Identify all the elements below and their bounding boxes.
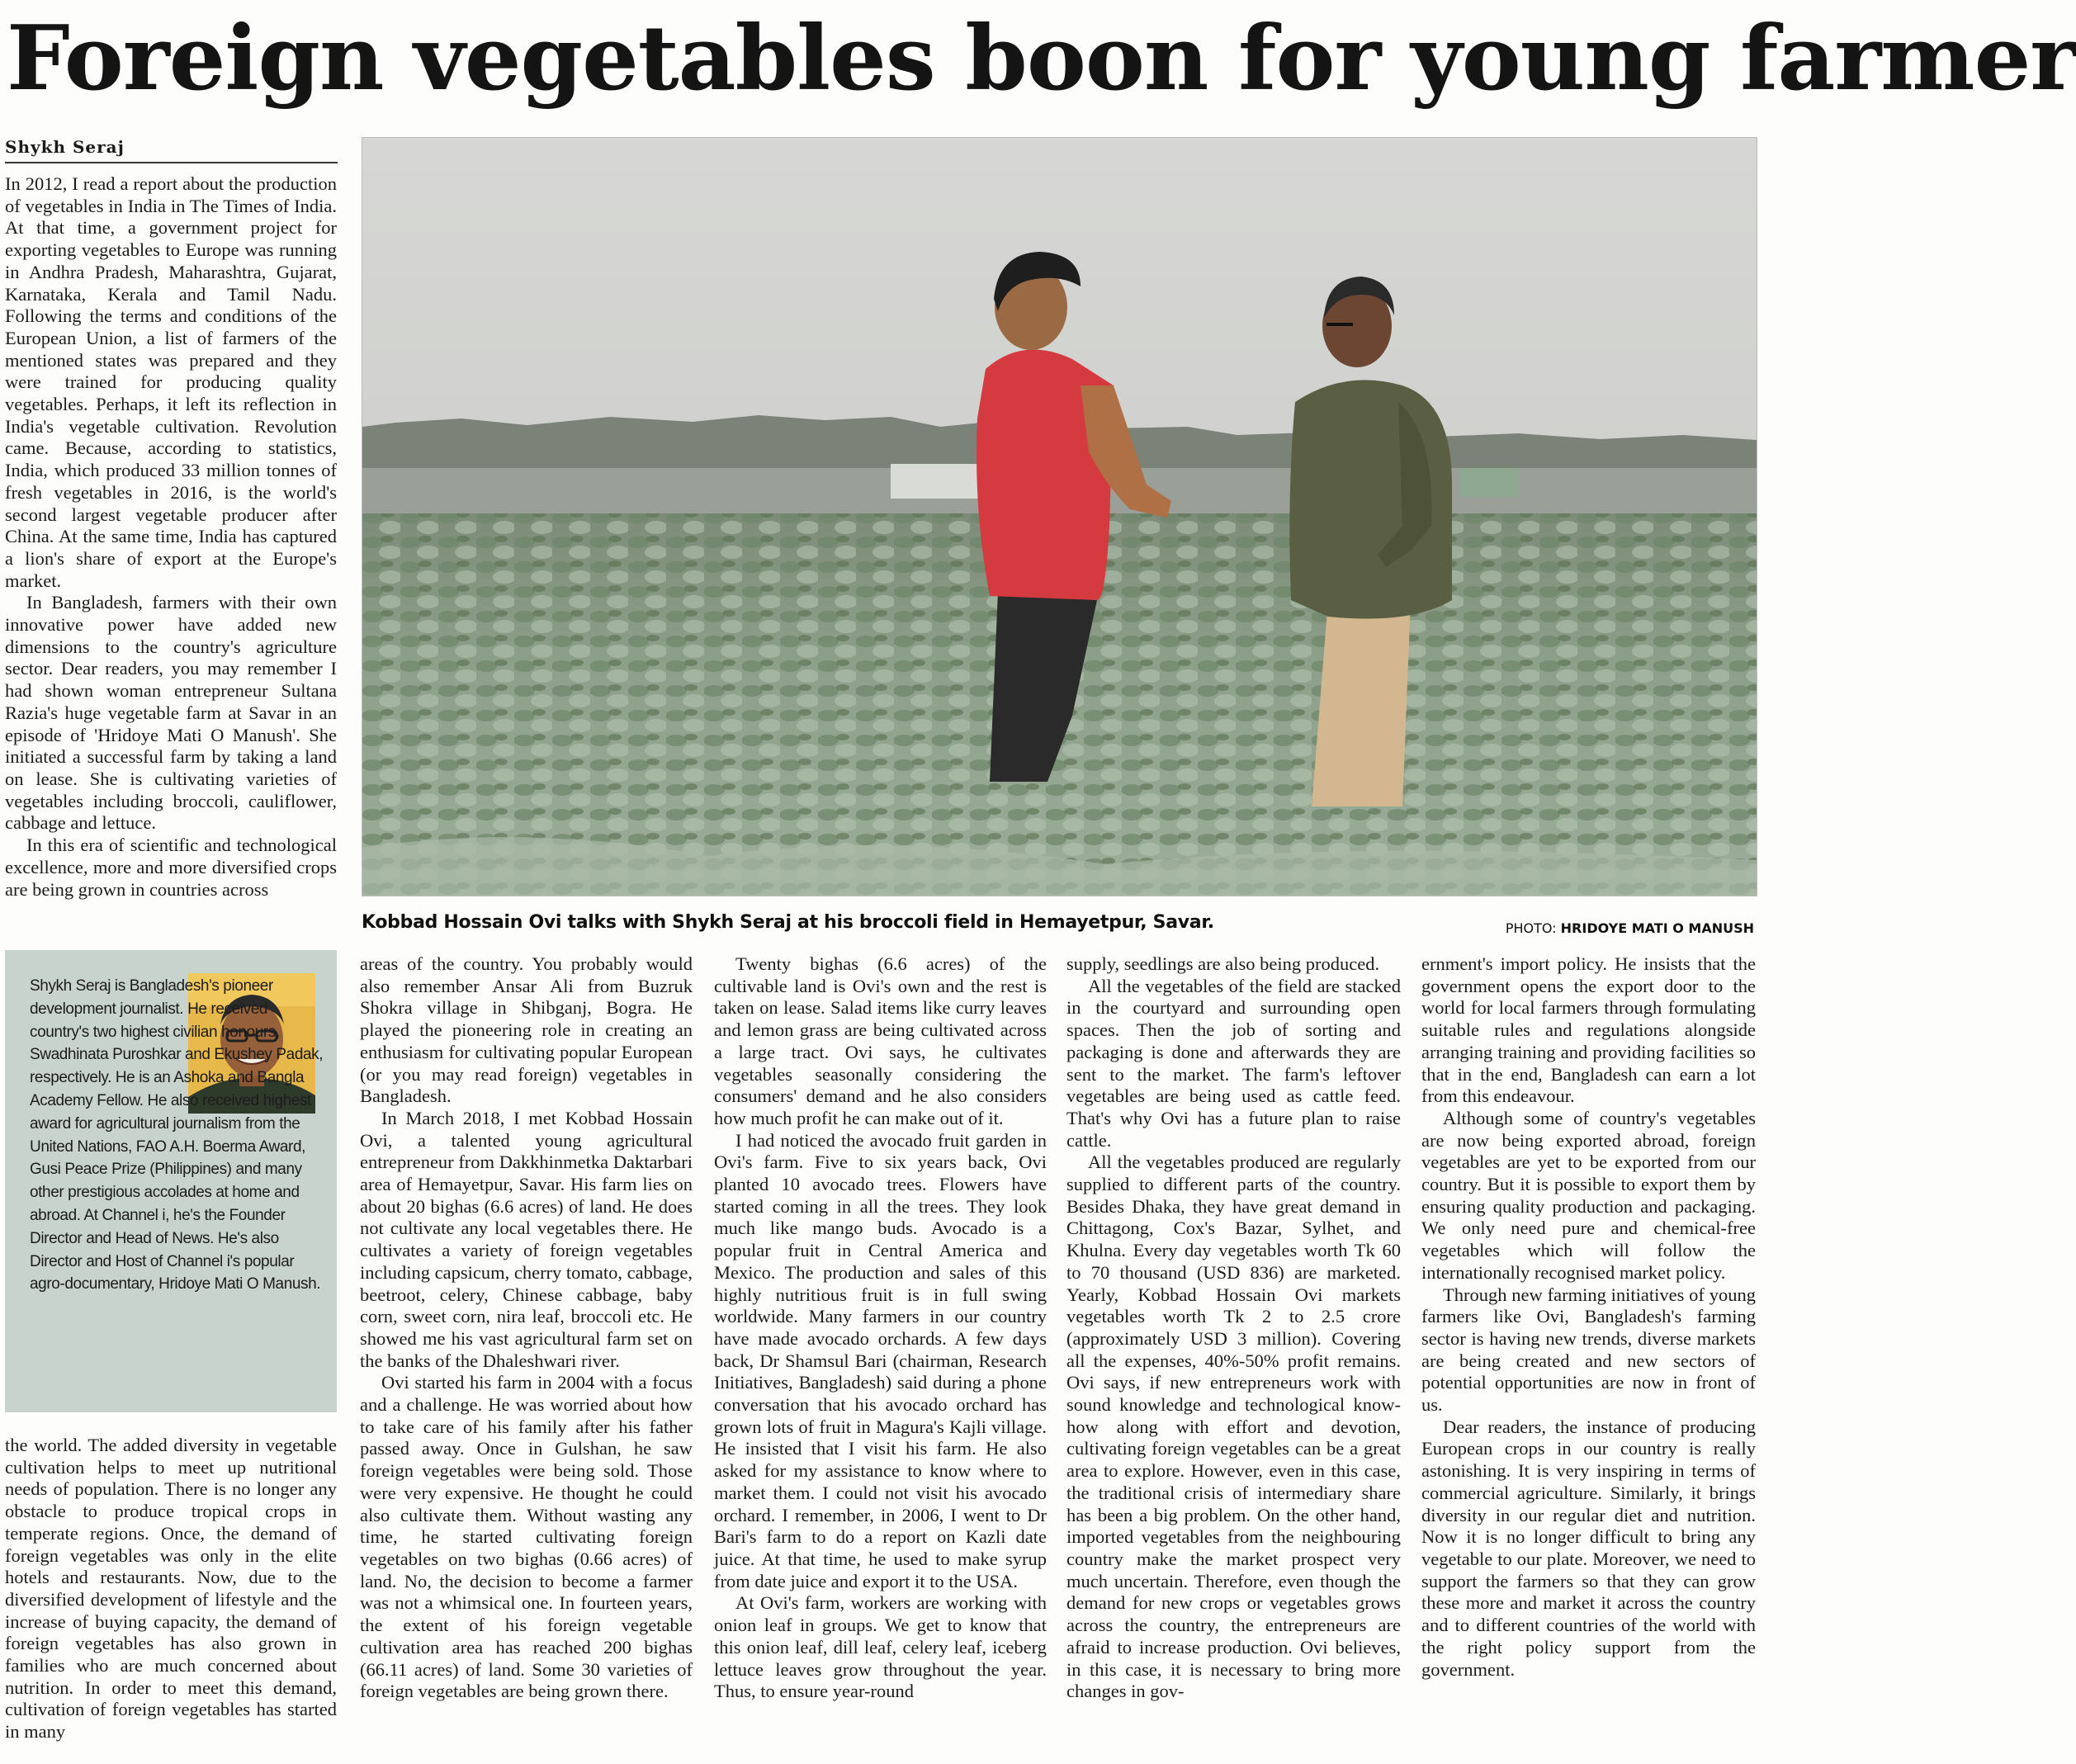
article-paragraph: In March 2018, I met Kobbad Hossain Ovi, a talented young agricultural entrepreneur from Dakkhinmetka Daktarbari area of Hemayetpur, Savar. His farm lies on about 20 bighas (6.6 acres) of land. He does not cultivate any local vegetables there. He cultivates a variety of foreign vegetables including capsicum, cherry tomato, cabbage, beetroot, celery, Chinese cabbage, baby corn, sweet corn, nira leaf, broccoli etc. He showed me his vast agricultural farm set on the banks of the Dhaleshwari river. bbox=[360, 1107, 693, 1371]
article-column-4 bbox=[1066, 953, 1401, 1754]
article-column-3 bbox=[714, 953, 1047, 1754]
article-paragraph: I had noticed the avocado fruit garden in Ovi's farm. Five to six years back, Ovi planted 10 avocado trees. Flowers have started coming in all the trees. They look much like mango buds. Avocado is a popular fruit in Central America and Mexico. The production and sales of this highly nutritious fruit is in full swing worldwide. Many farmers in our country have made avocado orchards. A few days back, Dr Shamsul Bari (chairman, Research Initiatives, Bangladesh) said during a phone conversation that his avocado orchard has grown lots of fruit in Magura's Kajli village. He insisted that I visit his farm. He also asked for my assistance to know where to market them. I could not visit his avocado orchard. I remember, in 2006, I went to Dr Bari's farm to do a report on Kazli date juice. At that time, he used to make syrup from date juice and export it to the USA. bbox=[714, 1129, 1047, 1591]
article-paragraph: Through new farming initiatives of young farmers like Ovi, Bangladesh's farming sector is having new trends, diverse markets are being created and new sectors of potential opportunities are now in front of us. bbox=[1421, 1284, 1756, 1416]
article-paragraph: In Bangladesh, farmers with their own innovative power have added new dimensions to the country's agriculture sector. Dear readers, you may remember I had shown woman entrepreneur Sultana Razia's huge vegetable farm at Savar in an episode of 'Hridoye Mati O Manush'. She initiated a successful farm by taking a land on lease. She is cultivating varieties of vegetables including broccoli, cauliflower, cabbage and lettuce. bbox=[5, 592, 337, 834]
photo-caption: Kobbad Hossain Ovi talks with Shykh Seraj at his broccoli field in Hemayetpur, Savar. bbox=[362, 912, 1214, 933]
article-paragraph: Twenty bighas (6.6 acres) of the cultivable land is Ovi's own and the rest is taken on lease. Salad items like curry leaves and lemon grass are being cultivated across a large tract. Ovi says, he cultivates vegetables seasonally considering the consumers' demand and he also considers how much profit he can make out of it. bbox=[714, 953, 1047, 1128]
author-bio-box bbox=[5, 950, 337, 1412]
article-paragraph: In 2012, I read a report about the production of vegetables in India in The Times of India. At that time, a government project for exporting vegetables to Europe was running in Andhra Pradesh, Maharashtra, Gujarat, Karnataka, Kerala and Tamil Nadu. Following the terms and conditions of the European Union, a list of farmers of the mentioned states was prepared and they were trained for producing quality vegetables. Perhaps, it left its reflection in India's vegetable cultivation. Revolution came. Because, according to statistics, India, which produced 33 million tonnes of fresh vegetables in 2016, is the world's second largest vegetable producer after China. At the same time, India has captured a lion's share of export at the Europe's market. bbox=[5, 173, 337, 591]
article-paragraph: Ovi started his farm in 2004 with a focus and a challenge. He was worried about how to take care of his family after his father passed away. Once in Gulshan, he saw foreign vegetables were being sold. Those were very expensive. He thought he could also cultivate them. Without wasting any time, he started cultivating foreign vegetables on two bighas (0.66 acres) of land. No, the decision to become a farmer was not a whimsical one. In fourteen years, the extent of his foreign vegetable cultivation area has reached 200 bighas (66.11 acres) of land. Some 30 varieties of foreign vegetables are being grown there. bbox=[360, 1372, 693, 1702]
article-column-2 bbox=[360, 953, 693, 1754]
article-paragraph: supply, seedlings are also being produced. bbox=[1066, 953, 1380, 974]
article-paragraph: All the vegetables of the field are stacked in the courtyard and surrounding open spaces. Then the job of sorting and packaging is done and afterwards they are sent to the market. The farm's leftover vegetables are being used as cattle feed. That's why Ovi has a future plan to raise cattle. bbox=[1066, 975, 1401, 1151]
author-bio-text: Shykh Seraj is Bangladesh's pioneer development journalist. He received country's two highest civilian honours, Swadhinata Puroshkar and Ekushey Padak, respectively. He is an Ashoka and Bangla Academy Fellow. He also received highest award for agricultural journalism from the United Nations, FAO A.H. Boerma Award, Gusi Peace Prize (Philippines) and many other prestigious accolades at home and abroad. At Channel i, he's the Founder Director and Head of News. He's also Director and Host of Channel i's popular agro-documentary, Hridoye Mati O Manush. bbox=[30, 977, 324, 1293]
article-paragraph: In this era of scientific and technological excellence, more and more diversified crops are being grown in countries across bbox=[5, 835, 337, 900]
article-paragraph: Although some of country's vegetables are now being exported abroad, foreign vegetables are yet to be exported from our country. But it is possible to export them by ensuring quality production and packaging. We only need pure and chemical-free vegetables which will follow the internationally recognised market policy. bbox=[1421, 1107, 1756, 1283]
article-paragraph: Dear readers, the instance of producing European crops in our country is really astonishing. It is very inspiring in terms of commercial agriculture. Similarly, it brings diversity in our regular diet and nutrition. Now it is no longer difficult to bring any vegetable to our plate. Moreover, we need to support the farmers so that they can grow these more and market it across the country and to different countries of the world with the right policy support from the government. bbox=[1421, 1416, 1756, 1680]
headline: Foreign vegetables boon for young farmer bbox=[7, 7, 2076, 111]
article-column-1-bottom bbox=[5, 1435, 337, 1753]
article-paragraph: All the vegetables produced are regularly supplied to different parts of the country. Besides Dhaka, they have great demand in Chittagong, Cox's Bazar, Sylhet, and Khulna. Every day vegetables worth Tk 60 to 70 thousand (USD 836) are marketed. Yearly, Kobbad Hossain Ovi markets vegetables worth Tk 2 to 2.5 crore (approximately USD 3 million). Covering all the expenses, 40%-50% profit remains. Ovi says, if new entrepreneurs work with sound knowledge and technological know-how along with effort and devotion, cultivating foreign vegetables can be a great area to explore. However, even in this case, the traditional crisis of intermediary share has been a big problem. On the other hand, imported vegetables from the neighbouring country make the market prospect very much uncertain. Therefore, even though the demand for new crops or vegetables grows across the country, the entrepreneurs are afraid to increase production. Ovi believes, in this case, it is necessary to bring more changes in gov- bbox=[1066, 1152, 1401, 1702]
byline: Shykh Seraj bbox=[5, 137, 338, 163]
article-photo bbox=[362, 137, 1757, 896]
article-paragraph: areas of the country. You probably would also remember Ansar Ali from Buzruk Shokra village in Shibganj, Bogra. He played the pioneering role in creating an enthusiasm for cultivating popular European (or you may read foreign) vegetables in Bangladesh. bbox=[360, 953, 693, 1107]
article-column-1-top bbox=[5, 173, 337, 929]
photo-credit bbox=[1506, 920, 1754, 936]
article-paragraph: the world. The added diversity in vegetable cultivation helps to meet up nutritional needs of population. There is no longer any obstacle to produce tropical crops in temperate regions. Once, the demand of foreign vegetables was only in the elite hotels and restaurants. Now, due to the diversified development of lifestyle and the increase of buying capacity, the demand of foreign vegetables has also grown in families who are much concerned about nutrition. In order to meet this demand, cultivation of foreign vegetables has started in many bbox=[5, 1435, 337, 1743]
photo-credit-label: PHOTO: bbox=[1505, 920, 1557, 936]
article-column-5 bbox=[1421, 953, 1756, 1754]
article-paragraph: ernment's import policy. He insists that the government opens the export door to the world for local farmers through formulating suitable rules and regulations alongside arranging training and providing facilities so that in the end, Bangladesh can earn a lot from this endeavour. bbox=[1421, 953, 1756, 1107]
photo-credit-name: HRIDOYE MATI O MANUSH bbox=[1560, 920, 1754, 936]
article-paragraph: At Ovi's farm, workers are working with onion leaf in groups. We get to know that this onion leaf, dill leaf, celery leaf, iceberg lettuce leaves grow throughout the year. Thus, to ensure year-round bbox=[714, 1592, 1047, 1702]
